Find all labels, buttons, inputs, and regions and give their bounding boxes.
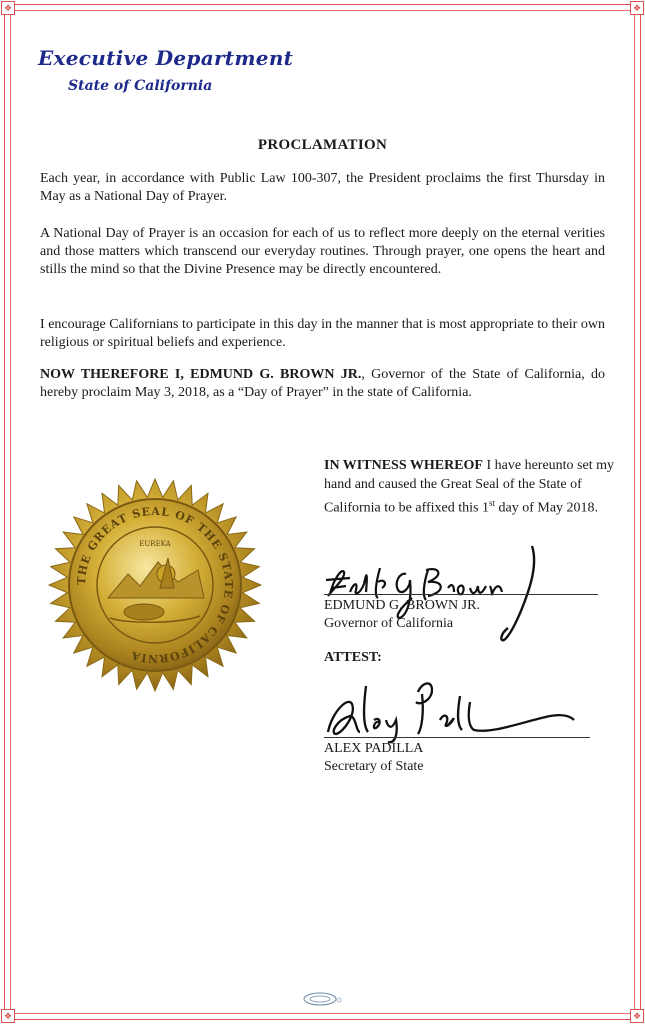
secretary-name: ALEX PADILLA [324, 741, 424, 756]
witness-lead: IN WITNESS WHEREOF [324, 458, 483, 473]
corner-ornament-icon: ❖ [630, 1, 644, 15]
seal-motto: EUREKA [139, 540, 171, 548]
great-seal-icon [48, 478, 262, 692]
governor-signature-line [324, 594, 598, 595]
governor-title: Governor of California [324, 616, 454, 631]
proclamation-title: PROCLAMATION [257, 137, 388, 153]
state-subheading: State of California [68, 78, 213, 94]
seal-ring-text: THE GREAT SEAL OF THE STATE OF CALIFORNIA [74, 504, 236, 666]
witness-date: day of May 2018. [495, 500, 599, 516]
paragraph-4 [40, 366, 605, 402]
corner-ornament-icon: ❖ [630, 1009, 644, 1023]
witness-clause [324, 456, 620, 518]
proclaim-lead: NOW THEREFORE I, EDMUND G. BROWN JR. [40, 367, 362, 382]
paragraph-3: I encourage Californians to participate in this day in the manner that is most appropriate to their own religious or spiritual beliefs and experience. [40, 317, 605, 350]
corner-ornament-icon: ❖ [1, 1009, 15, 1023]
proclaim-rest: , Governor of the State of California, do hereby proclaim May 3, 2018, as a “Day of Prayer” in the state of California. [40, 367, 606, 400]
witness-ordinal: st [488, 498, 495, 508]
secretary-signature-line [324, 737, 590, 738]
secretary-title: Secretary of State [324, 759, 424, 774]
paragraph-2: A National Day of Prayer is an occasion for each of us to reflect more deeply on the eternal verities and those matters which transcend our everyday routines. Through prayer, one opens the heart and stills the mind so that the Divine Presence may be directly encountered. [40, 226, 605, 277]
secretary-signature [322, 672, 582, 746]
union-bug-icon [300, 991, 342, 1007]
witness-text: I have hereunto set my hand and caused the Great Seal of the State of California to be affixed this 1 [324, 458, 614, 516]
attest-label: ATTEST: [324, 650, 382, 665]
corner-ornament-icon: ❖ [1, 1, 15, 15]
governor-name: EDMUND G. BROWN JR. [324, 598, 480, 613]
department-heading: Executive Department [38, 46, 294, 70]
paragraph-1: Each year, in accordance with Public Law 100-307, the President proclaims the first Thursday in May as a National Day of Prayer. [40, 171, 605, 204]
